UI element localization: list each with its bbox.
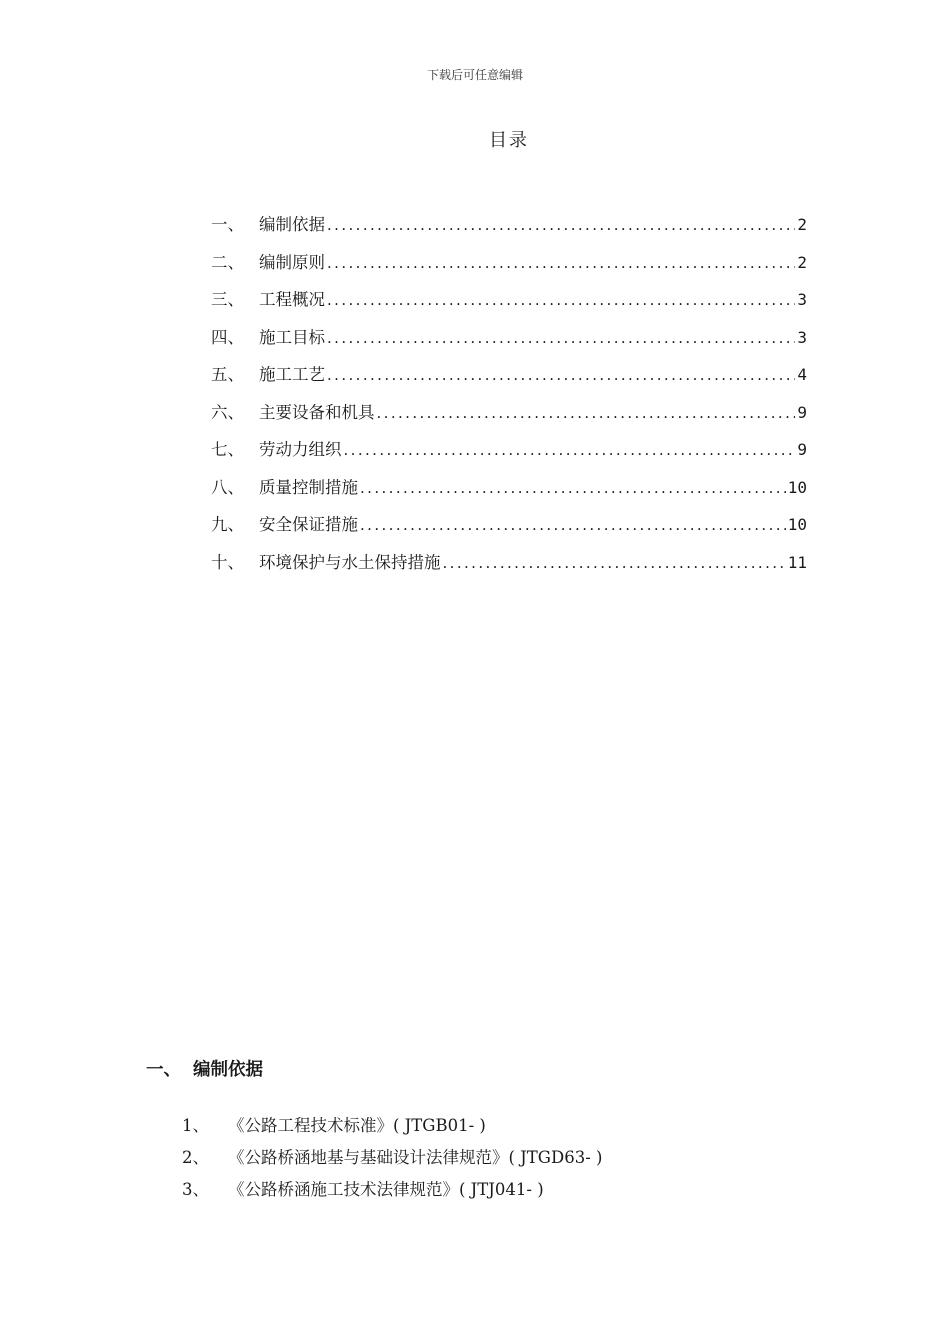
toc-entry-3[interactable]	[211, 286, 807, 324]
toc-entry-page: 2	[797, 252, 807, 272]
toc-entry-1[interactable]	[211, 211, 807, 249]
toc-entry-label: 环境保护与水土保持措施	[259, 552, 441, 572]
list-item-text: 《公路桥涵施工技术法律规范》( JTJ041- )	[228, 1180, 544, 1199]
toc-dot-leader	[327, 254, 795, 272]
section-heading	[146, 1056, 263, 1081]
toc-dot-leader	[327, 329, 795, 347]
toc-dot-leader	[443, 554, 786, 572]
toc-entry-label: 编制原则	[259, 252, 325, 272]
toc-entry-8[interactable]	[211, 474, 807, 512]
toc-entry-number: 七、	[211, 440, 244, 459]
section-title: 编制依据	[193, 1060, 263, 1080]
toc-entry-page: 10	[787, 477, 807, 497]
toc-entry-number: 二、	[211, 252, 244, 272]
toc-entry-number: 十、	[211, 552, 244, 572]
toc-dot-leader	[327, 366, 795, 384]
reference-list	[182, 1112, 602, 1208]
toc-entry-4[interactable]	[211, 324, 807, 362]
toc-entry-number: 一、	[211, 215, 244, 234]
toc-entry-9[interactable]	[211, 511, 807, 549]
list-item-number: 1、	[182, 1116, 209, 1135]
toc-entry-number: 八、	[211, 477, 244, 497]
toc-dot-leader	[327, 216, 795, 234]
toc-entry-number: 六、	[211, 402, 244, 422]
list-item-text: 《公路工程技术标准》( JTGB01- )	[228, 1116, 486, 1135]
toc-entry-label: 施工工艺	[259, 365, 325, 384]
toc-entry-page: 9	[797, 402, 807, 422]
toc-entry-label: 安全保证措施	[259, 515, 358, 534]
table-of-contents	[211, 211, 807, 586]
toc-entry-page: 11	[787, 552, 807, 572]
toc-entry-label: 施工目标	[259, 327, 325, 347]
toc-entry-label: 编制依据	[259, 215, 325, 234]
toc-entry-page: 3	[797, 290, 807, 309]
list-item-number: 3、	[182, 1180, 209, 1199]
list-item-number: 2、	[182, 1148, 209, 1167]
toc-entry-page: 3	[797, 327, 807, 347]
section-number: 一、	[146, 1060, 181, 1080]
toc-entry-2[interactable]	[211, 249, 807, 287]
page-header-note: 下载后可任意编辑	[426, 68, 523, 82]
toc-dot-leader	[377, 404, 796, 422]
toc-entry-number: 五、	[211, 365, 244, 384]
toc-dot-leader	[327, 291, 795, 309]
list-item	[182, 1144, 602, 1176]
toc-entry-page: 4	[797, 365, 807, 384]
toc-entry-7[interactable]	[211, 436, 807, 474]
toc-entry-5[interactable]	[211, 361, 807, 399]
list-item	[182, 1176, 602, 1208]
toc-entry-label: 工程概况	[259, 290, 325, 309]
toc-entry-number: 九、	[211, 515, 244, 534]
toc-entry-6[interactable]	[211, 399, 807, 437]
list-item	[182, 1112, 602, 1144]
toc-dot-leader	[360, 516, 786, 534]
list-item-text: 《公路桥涵地基与基础设计法律规范》( JTGD63- )	[228, 1148, 603, 1167]
toc-entry-page: 2	[797, 215, 807, 234]
toc-title: 目录	[489, 130, 529, 151]
toc-dot-leader	[360, 479, 786, 497]
toc-entry-label: 主要设备和机具	[259, 402, 375, 422]
toc-dot-leader	[344, 441, 796, 459]
toc-entry-page: 10	[787, 515, 807, 534]
toc-entry-page: 9	[797, 440, 807, 459]
toc-entry-number: 三、	[211, 290, 244, 309]
toc-entry-label: 质量控制措施	[259, 477, 358, 497]
toc-entry-10[interactable]	[211, 549, 807, 587]
toc-entry-label: 劳动力组织	[259, 440, 342, 459]
toc-entry-number: 四、	[211, 327, 244, 347]
